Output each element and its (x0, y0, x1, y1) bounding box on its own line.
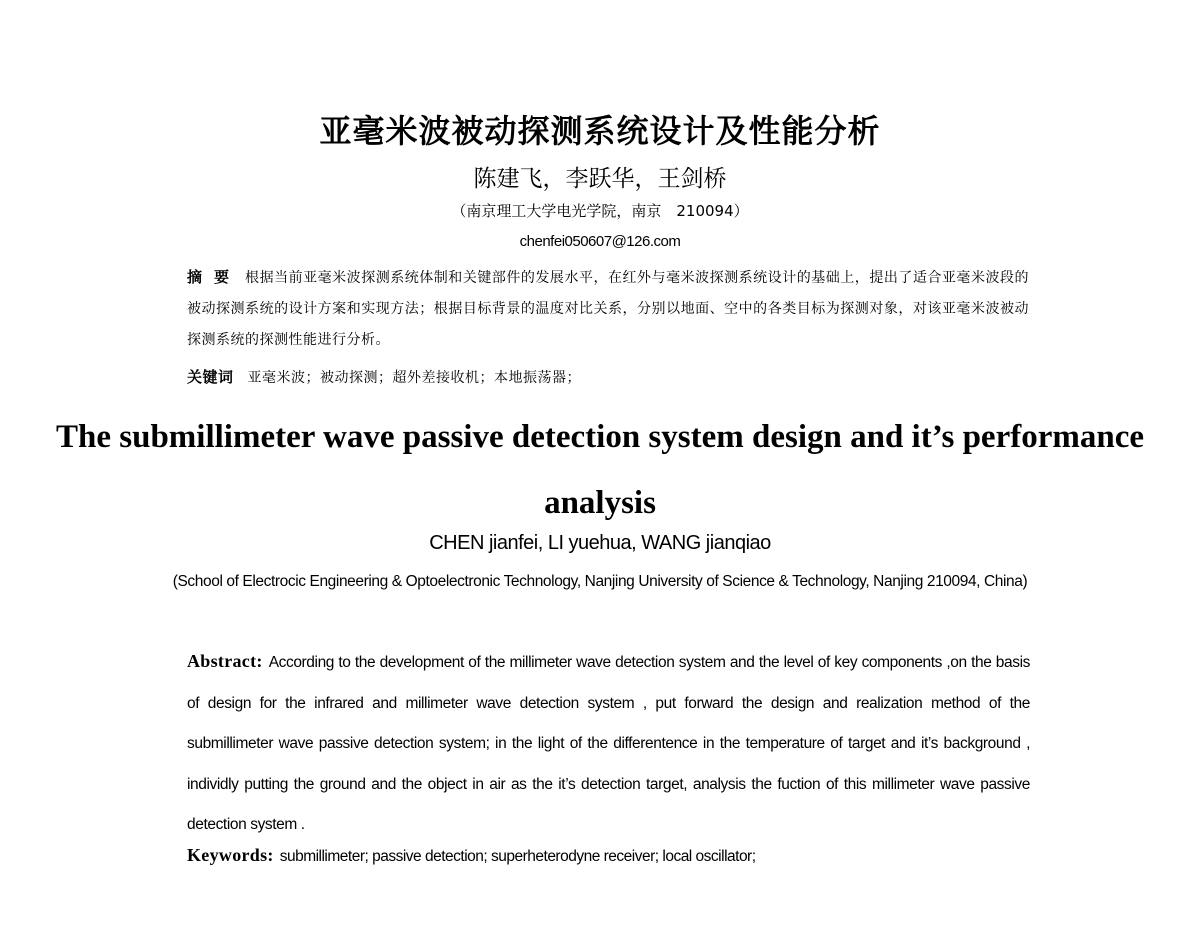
chinese-authors: 陈建飞，李跃华，王剑桥 (473, 166, 727, 192)
chinese-keywords (187, 366, 1029, 387)
english-keywords-label: Keywords: (187, 845, 274, 865)
english-authors: CHEN jianfei, LI yuehua, WANG jianqiao (429, 532, 771, 554)
english-abstract-label: Abstract: (187, 651, 263, 671)
chinese-keywords-label: 关键词 (187, 368, 234, 386)
chinese-title: 亚毫米波被动探测系统设计及性能分析 (319, 112, 881, 150)
english-abstract (187, 641, 1030, 846)
chinese-abstract (187, 262, 1029, 356)
english-affiliation: (School of Electrocic Engineering & Optoelectronic Technology, Nanjing University of Science & Technology, Nanjing 210094, China) (172, 573, 1028, 590)
chinese-keywords-text: 亚毫米波；被动探测；超外差接收机；本地振荡器； (247, 370, 582, 386)
chinese-affiliation: （南京理工大学电光学院，南京 210094） (451, 202, 749, 220)
chinese-abstract-label: 摘要 (187, 268, 242, 286)
english-abstract-text: According to the development of the millimeter wave detection system and the level of key components ,on the basis of design for the infrared and millimeter wave detection system , put forward the design and realization method of the submillimeter wave passive detection system; in the light of the differentence in the temperature of target and it’s background , individly putting the ground and the object in air as the it’s detection target, analysis the fuction of this millimeter wave passive detection system . (187, 654, 1030, 833)
english-keywords-text: submillimeter; passive detection; superheterodyne receiver; local oscillator; (279, 848, 756, 865)
english-keywords (187, 845, 1030, 866)
english-title: The submillimeter wave passive detection system design and it’s performance analysis (56, 419, 1144, 521)
author-email: chenfei050607@126.com (519, 233, 681, 250)
chinese-abstract-text: 根据当前亚毫米波探测系统体制和关键部件的发展水平，在红外与毫米波探测系统设计的基础上，提出了适合亚毫米波段的被动探测系统的设计方案和实现方法；根据目标背景的温度对比关系，分别以地面、空中的各类目标为探测对象，对该亚毫米波被动探测系统的探测性能进行分析。 (187, 270, 1029, 348)
